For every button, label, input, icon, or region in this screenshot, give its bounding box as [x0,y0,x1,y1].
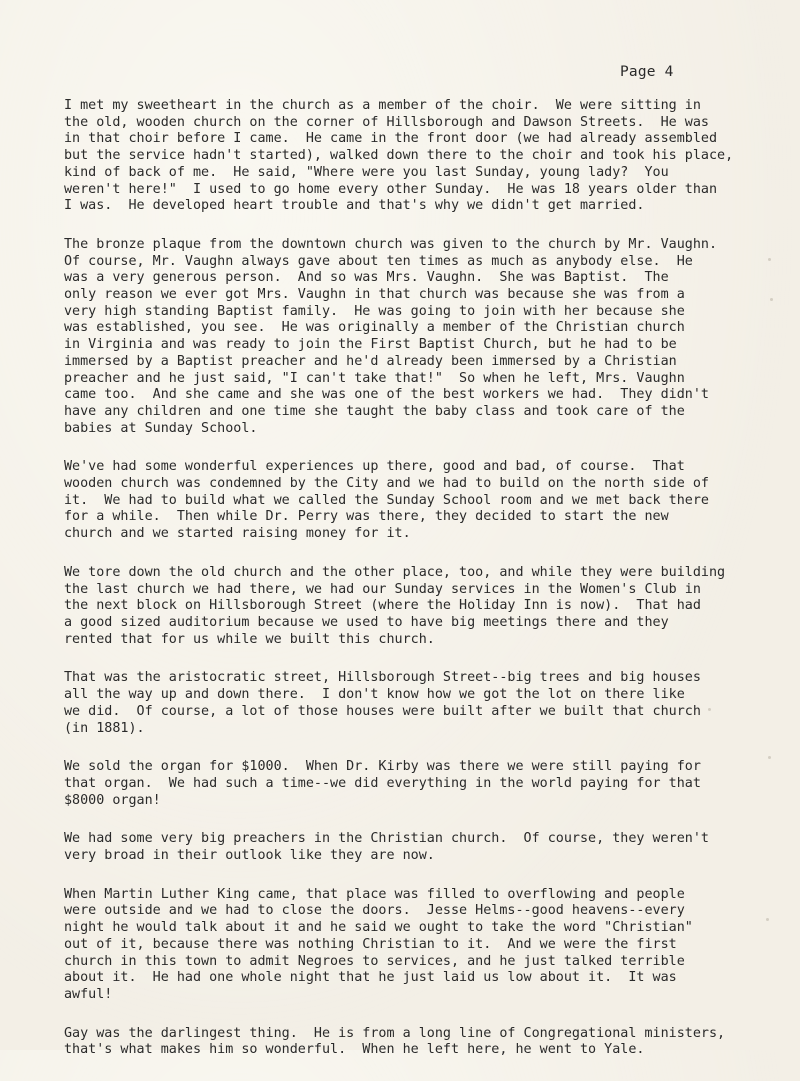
text-line: have any children and one time she taught the baby class and took care of the [64,403,685,419]
body-text [64,98,754,1081]
page-number: Page 4 [620,64,674,80]
text-line: all the way up and down there. I don't know how we got the lot on there like [64,687,685,703]
text-line: preacher and he just said, "I can't take that!" So when he left, Mrs. Vaughn [64,370,685,386]
text-line: the last church we had there, we had our Sunday services in the Women's Club in [64,581,701,597]
text-line: very high standing Baptist family. He was going to join with her because she [64,303,685,319]
text-line: very broad in their outlook like they are now. [64,848,435,864]
text-line: (in 1881). [64,720,145,736]
text-line: kind of back of me. He said, "Where were you last Sunday, young lady? You [64,164,669,180]
text-line: a good sized auditorium because we used to have big meetings there and they [64,614,669,630]
text-line: The bronze plaque from the downtown church was given to the church by Mr. Vaughn. [64,236,718,252]
text-line: the next block on Hillsborough Street (where the Holiday Inn is now). That had [64,598,701,614]
text-line: came too. And she came and she was one of the best workers we had. They didn't [64,387,709,403]
text-line: We've had some wonderful experiences up there, good and bad, of course. That [64,459,685,475]
text-line: church in this town to admit Negroes to services, and he just talked terrible [64,953,685,969]
text-line: was established, you see. He was originally a member of the Christian church [64,320,685,336]
text-line: about it. He had one whole night that he just laid us low about it. It was [64,970,677,986]
text-line: I met my sweetheart in the church as a member of the choir. We were sitting in [64,98,701,113]
text-line: it. We had to build what we called the Sunday School room and we met back there [64,492,709,508]
paragraph [64,565,754,649]
text-line: church and we started raising money for it. [64,526,411,542]
paper-speck [768,258,771,261]
text-line: wooden church was condemned by the City and we had to build on the north side of [64,476,709,492]
paper-speck [770,298,773,301]
text-line: When Martin Luther King came, that place was filled to overflowing and people [64,886,685,902]
text-line: I was. He developed heart trouble and that's why we didn't get married. [64,198,645,214]
paragraph [64,759,754,809]
text-line: that's what makes him so wonderful. When he left here, he went to Yale. [64,1042,645,1058]
text-line: rented that for us while we built this church. [64,631,435,647]
text-line: night he would talk about it and he said we ought to take the word "Christian" [64,920,693,936]
paragraph [64,670,754,737]
paper-speck [708,708,711,711]
text-line: were outside and we had to close the doors. Jesse Helms--good heavens--every [64,903,685,919]
text-line: but the service hadn't started), walked down there to the choir and took his place, [64,148,734,164]
text-line: we did. Of course, a lot of those houses were built after we built that church [64,703,701,719]
paper-speck [768,756,771,759]
text-line: Gay was the darlingest thing. He is from a long line of Congregational ministers, [64,1025,726,1041]
text-line: We tore down the old church and the other place, too, and while they were building [64,564,726,580]
text-line: We sold the organ for $1000. When Dr. Kirby was there we were still paying for [64,759,701,775]
paragraph [64,459,754,543]
text-line: awful! [64,986,113,1002]
text-line: babies at Sunday School. [64,420,258,436]
paragraph [64,887,754,1004]
text-line: the old, wooden church on the corner of Hillsborough and Dawson Streets. He was [64,114,709,130]
text-line: was a very generous person. And so was Mrs. Vaughn. She was Baptist. The [64,270,669,286]
text-line: We had some very big preachers in the Christian church. Of course, they weren't [64,831,709,847]
text-line: That was the aristocratic street, Hillsborough Street--big trees and big houses [64,670,701,686]
paragraph [64,98,754,215]
text-line: that organ. We had such a time--we did everything in the world paying for that [64,775,701,791]
paragraph [64,1026,754,1059]
text-line: in that choir before I came. He came in the front door (we had already assembled [64,131,718,147]
text-line: immersed by a Baptist preacher and he'd already been immersed by a Christian [64,353,677,369]
text-line: for a while. Then while Dr. Perry was there, they decided to start the new [64,509,669,525]
text-line: Of course, Mr. Vaughn always gave about ten times as much as anybody else. He [64,253,693,269]
paper-speck [766,918,769,921]
text-line: $8000 organ! [64,792,161,808]
text-line: in Virginia and was ready to join the First Baptist Church, but he had to be [64,337,677,353]
text-line: only reason we ever got Mrs. Vaughn in that church was because she was from a [64,287,685,303]
paragraph [64,831,754,864]
text-line: out of it, because there was nothing Christian to it. And we were the first [64,936,677,952]
text-line: weren't here!" I used to go home every other Sunday. He was 18 years older than [64,181,718,197]
paragraph [64,237,754,437]
